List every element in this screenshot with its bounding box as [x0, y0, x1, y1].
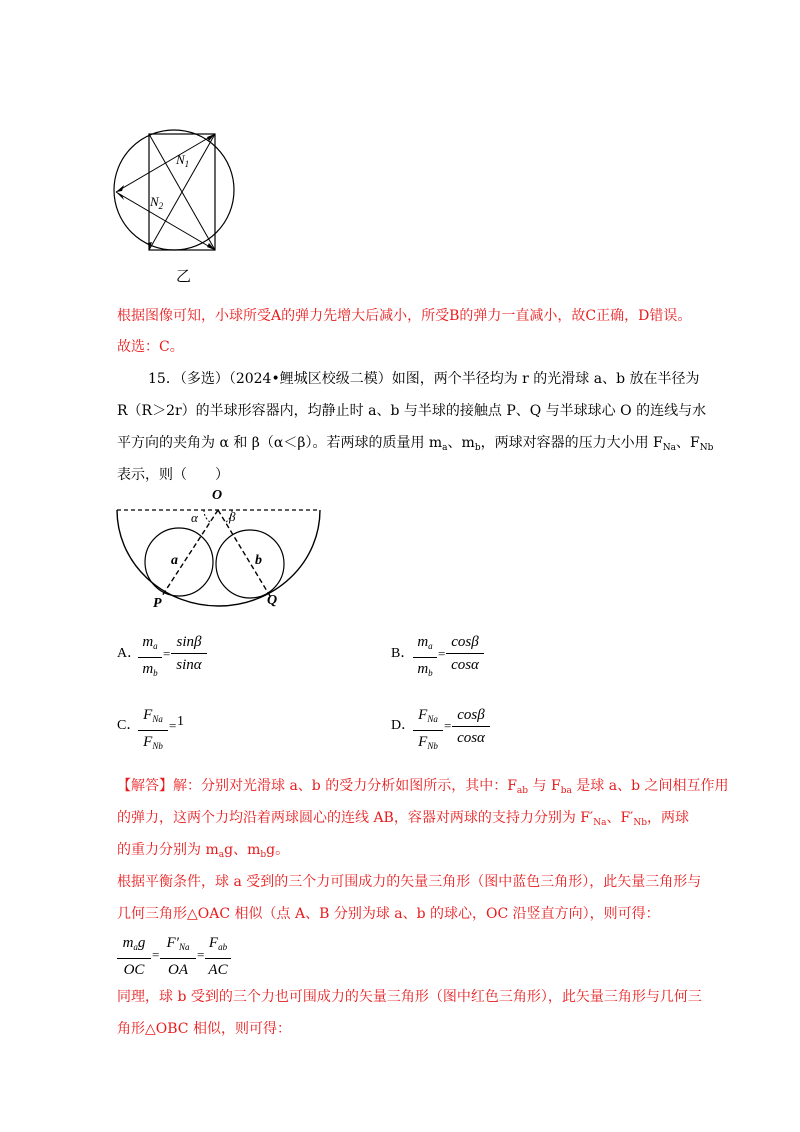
option-a-letter: A．	[117, 646, 142, 661]
equation-frac-3: $F_{ab}$ AC	[205, 934, 231, 979]
document-page: $N_1$ $N_2$ 乙 根据图像可知，小球所受A的弹力先增大后减小，所受B的弹力一直减小，故C正确，D错误。 故选：C。 15．（多选）（2024•鲤城区校级二模）如图，两个半径均为 r 的光滑球 a、b 放在半径为 R（R＞2r）的半球形容器内，均静止时 a、b 与半球的接触点 P、Q 与半球球心 O 的连线与水 平方向的夹角为 α 和 β（α＜β）。若两球的质量用 $m_a$、$m_b$，两球对容器的压力大小用 $F_{Na}$、$F_{Nb}$ 表示，则（ ） O α β a b P Q A． $m_a$ $m_b$ = sinβ sinα B． $m_a$ $m_b$ = cosβ cosα C． $F_{Na}$ $F_{Nb}$ = 1 D． $F_{Na}$ $F_{Nb}$ = cosβ cosα 【解答】解：分别对光滑球 a、b 的受力分析如图所示，其中：$F_{ab}$ 与 $F_{ba}$ 是球 a、b 之间相互作用 的弹力，这两个力均沿着两球圆心的连线 AB，容器对两球的支持力分别为 $F'_{Na}$、$F'_{Nb}$，两球 的重力分别为 $m_ag$、$m_bg$。 根据平衡条件，球 a 受到的三个力可围成力的矢量三角形（图中蓝色三角形），此矢量三角形与 几何三角形△OAC 相似（点 A、B 分别为球 a、b 的球心，OC 沿竖直方向），则可得： $m_ag$ OC = $F'_{Na}$ OA = $F_{ab}$ AC 同理，球 b 受到的三个力也可围成力的矢量三角形（图中红色三角形），此矢量三角形与几何三 角形△OBC 相似，则可得：	[0, 0, 800, 1132]
figure-yi	[108, 124, 258, 284]
option-d-rhs: cosβ cosα	[452, 706, 490, 747]
figure-yi-label-n2: $N_2$	[150, 194, 164, 211]
answer-line-6: 同理，球 b 受到的三个力也可围成力的矢量三角形（图中红色三角形），此矢量三角形与几何三	[117, 989, 702, 1005]
bowl-label-p: P	[153, 596, 162, 611]
question-line-1: 15．（多选）（2024•鲤城区校级二模）如图，两个半径均为 r 的光滑球 a、b 放在半径为	[148, 371, 700, 387]
figure-yi-caption: 乙	[176, 267, 192, 285]
answer-line-1: 【解答】解：分别对光滑球 a、b 的受力分析如图所示，其中：$F_{ab}$ 与 $F_{ba}$ 是球 a、b 之间相互作用	[117, 778, 729, 796]
equation-frac-1: $m_ag$ OC	[117, 934, 151, 979]
option-b-lhs: $m_a$ $m_b$	[413, 633, 437, 682]
bowl-label-alpha: α	[191, 510, 198, 525]
answer-line-3: 的重力分别为 $m_ag$、$m_bg$。	[117, 842, 290, 860]
option-b-letter: B．	[391, 646, 415, 661]
answer-line-2: 的弹力，这两个力均沿着两球圆心的连线 AB，容器对两球的支持力分别为 $F'_{Na}$、$F'_{Nb}$，两球	[117, 810, 689, 828]
question-line-3: 平方向的夹角为 α 和 β（α＜β）。若两球的质量用 $m_a$、$m_b$，两球对容器的压力大小用 $F_{Na}$、$F_{Nb}$	[117, 435, 714, 453]
option-d-lhs: $F_{Na}$ $F_{Nb}$	[413, 706, 443, 755]
equation-frac-2: $F'_{Na}$ OA	[160, 934, 196, 979]
question-line-2: R（R＞2r）的半球形容器内，均静止时 a、b 与半球的接触点 P、Q 与半球球心 O 的连线与水	[117, 403, 707, 419]
bowl-label-a: a	[171, 553, 178, 568]
bowl-label-b: b	[255, 553, 262, 568]
bowl-arc	[117, 510, 320, 606]
conclusion-line-2: 故选：C。	[117, 339, 184, 355]
answer-line-4: 根据平衡条件，球 a 受到的三个力可围成力的矢量三角形（图中蓝色三角形），此矢量三角形与	[117, 874, 702, 890]
figure-bowl	[112, 500, 327, 610]
option-a-lhs: $m_a$ $m_b$	[138, 633, 162, 682]
ball-b	[216, 530, 284, 598]
figure-yi-label-n1: $N_1$	[176, 152, 190, 169]
ball-a	[145, 528, 213, 596]
option-c-letter: C．	[117, 718, 141, 733]
option-c-rhs: 1	[177, 714, 184, 729]
answer-tag: 【解答】	[117, 778, 173, 794]
conclusion-line-1: 根据图像可知，小球所受A的弹力先增大后减小，所受B的弹力一直减小，故C正确，D错误。	[117, 308, 692, 324]
option-a-rhs: sinβ sinα	[171, 633, 207, 674]
option-d-letter: D．	[391, 718, 416, 733]
figure-yi-circle	[114, 130, 234, 250]
question-line-4: 表示，则（ ）	[117, 467, 229, 483]
answer-line-7: 角形△OBC 相似，则可得：	[117, 1021, 291, 1037]
bowl-label-o: O	[212, 488, 223, 503]
bowl-label-q: Q	[267, 593, 278, 608]
option-b-rhs: cosβ cosα	[446, 633, 484, 674]
answer-line-5: 几何三角形△OAC 相似（点 A、B 分别为球 a、b 的球心，OC 沿竖直方向），则可得：	[117, 906, 660, 922]
option-c-lhs: $F_{Na}$ $F_{Nb}$	[138, 706, 168, 755]
bowl-label-beta: β	[229, 509, 236, 524]
